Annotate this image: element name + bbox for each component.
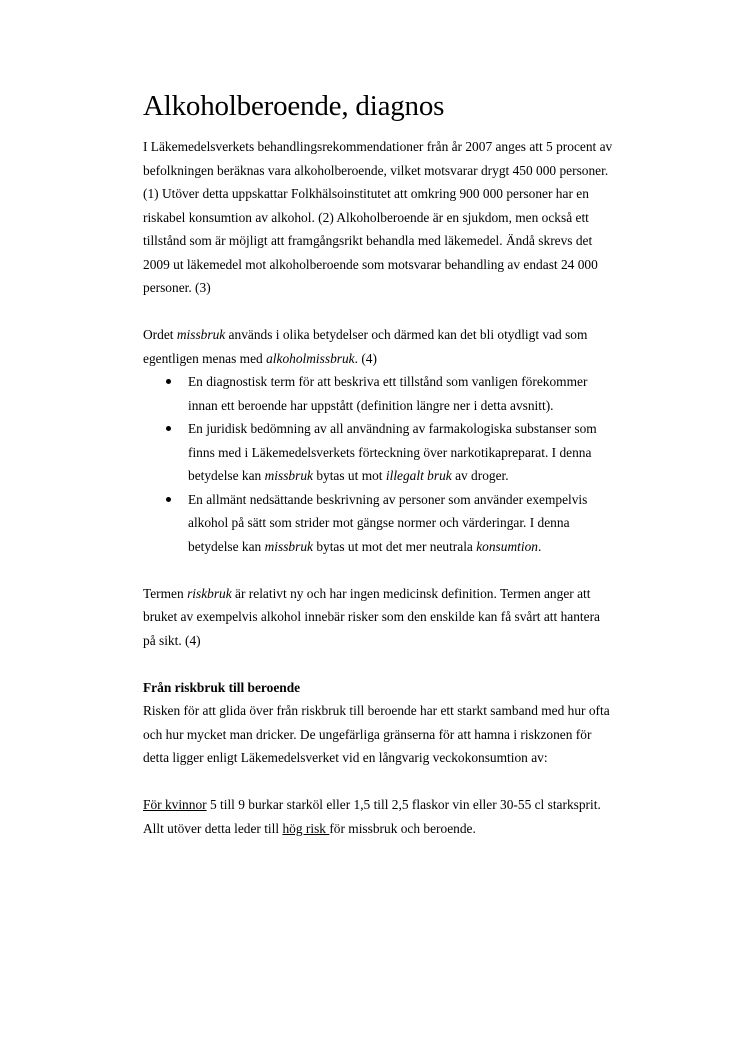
bullet-text: av droger. <box>451 468 509 483</box>
bullet-text: bytas ut mot det mer neutrala <box>312 538 477 554</box>
document-page <box>143 88 613 840</box>
paragraph-spacer <box>143 770 613 794</box>
paragraph-spacer <box>143 652 613 676</box>
bullet-em-term: missbruk <box>264 468 313 483</box>
missbruk-text-2: används i olika betydelser och därmed kan det bli otydligt vad som egentligen menas med <box>143 327 588 366</box>
paragraph-spacer <box>143 558 613 582</box>
missbruk-term: missbruk <box>176 327 226 342</box>
missbruk-text-1: Ordet <box>143 327 177 342</box>
high-risk-term: hög risk <box>282 820 330 836</box>
bullet-text: En allmänt nedsättande beskrivning av personer som använder exempelvis alkohol på sätt som strider mot gängse normer och värderingar. I denna betydelse kan <box>188 491 588 554</box>
page-title: Alkoholberoende, diagnos <box>143 90 445 122</box>
section-heading: Från riskbruk till beroende <box>143 679 301 695</box>
missbruk-meanings-list <box>143 370 613 558</box>
bullet-em-term: konsumtion <box>476 538 538 554</box>
riskbruk-paragraph <box>143 582 613 653</box>
riskbruk-text-2: är relativt ny och har ingen medicinsk definition. Termen anger att bruket av exempelvis alkohol innebär risker som den enskilde kan få svårt att hantera på sikt. (4) <box>143 585 600 648</box>
riskbruk-text-1: Termen <box>143 585 188 601</box>
bullet-text: bytas ut mot <box>312 468 386 483</box>
women-label: För kvinnor <box>143 797 207 812</box>
list-item <box>143 488 613 559</box>
paragraph-spacer <box>143 300 613 324</box>
missbruk-text-3: . (4) <box>354 350 377 366</box>
missbruk-paragraph <box>143 323 613 370</box>
list-item <box>143 417 613 488</box>
intro-paragraph: I Läkemedelsverkets behandlingsrekommendationer från år 2007 anges att 5 procent av befolkningen beräknas vara alkoholberoende, vilket motsvarar drygt 450 000 personer. (1) Utöver detta uppskattar Folkhälsoinstitutet att omkring 900 000 personer har en riskabel konsumtion av alkohol. (2) Alkoholberoende är en sjukdom, men också ett tillstånd som är möjligt att framgångsrikt behandla med läkemedel. Ändå skrevs det 2009 ut läkemedel mot alkoholberoende som motsvarar behandling av endast 24 000 personer. (3) <box>143 139 613 295</box>
bullet-em-term: illegalt bruk <box>385 468 452 483</box>
bullet-text: En diagnostisk term för att beskriva ett tillstånd som vanligen förekommer innan ett beroende har uppstått (definition längre ner i detta avsnitt). <box>188 374 588 413</box>
bullet-text: . <box>537 538 542 554</box>
section-paragraph: Risken för att glida över från riskbruk till beroende har ett starkt samband med hur ofta och hur mycket man dricker. De ungefärliga gränserna för att hamna i riskzonen för detta ligger enligt Läkemedelsverket vid en långvarig veckokonsumtion av: <box>143 703 610 765</box>
women-limits-paragraph <box>143 793 613 840</box>
alkoholmissbruk-term: alkoholmissbruk <box>266 350 355 366</box>
bullet-text: En juridisk bedömning av all användning av farmakologiska substanser som finns med i Läkemedelsverkets förteckning över narkotikapreparat. I denna betydelse kan <box>188 421 597 483</box>
riskbruk-term: riskbruk <box>187 585 232 601</box>
women-text-2: för missbruk och beroende. <box>329 820 476 836</box>
list-item <box>143 370 613 417</box>
bullet-em-term: missbruk <box>264 538 313 554</box>
women-text-1: 5 till 9 burkar starköl eller 1,5 till 2,5 flaskor vin eller 30-55 cl starksprit. Allt utöver detta leder till <box>143 797 601 836</box>
